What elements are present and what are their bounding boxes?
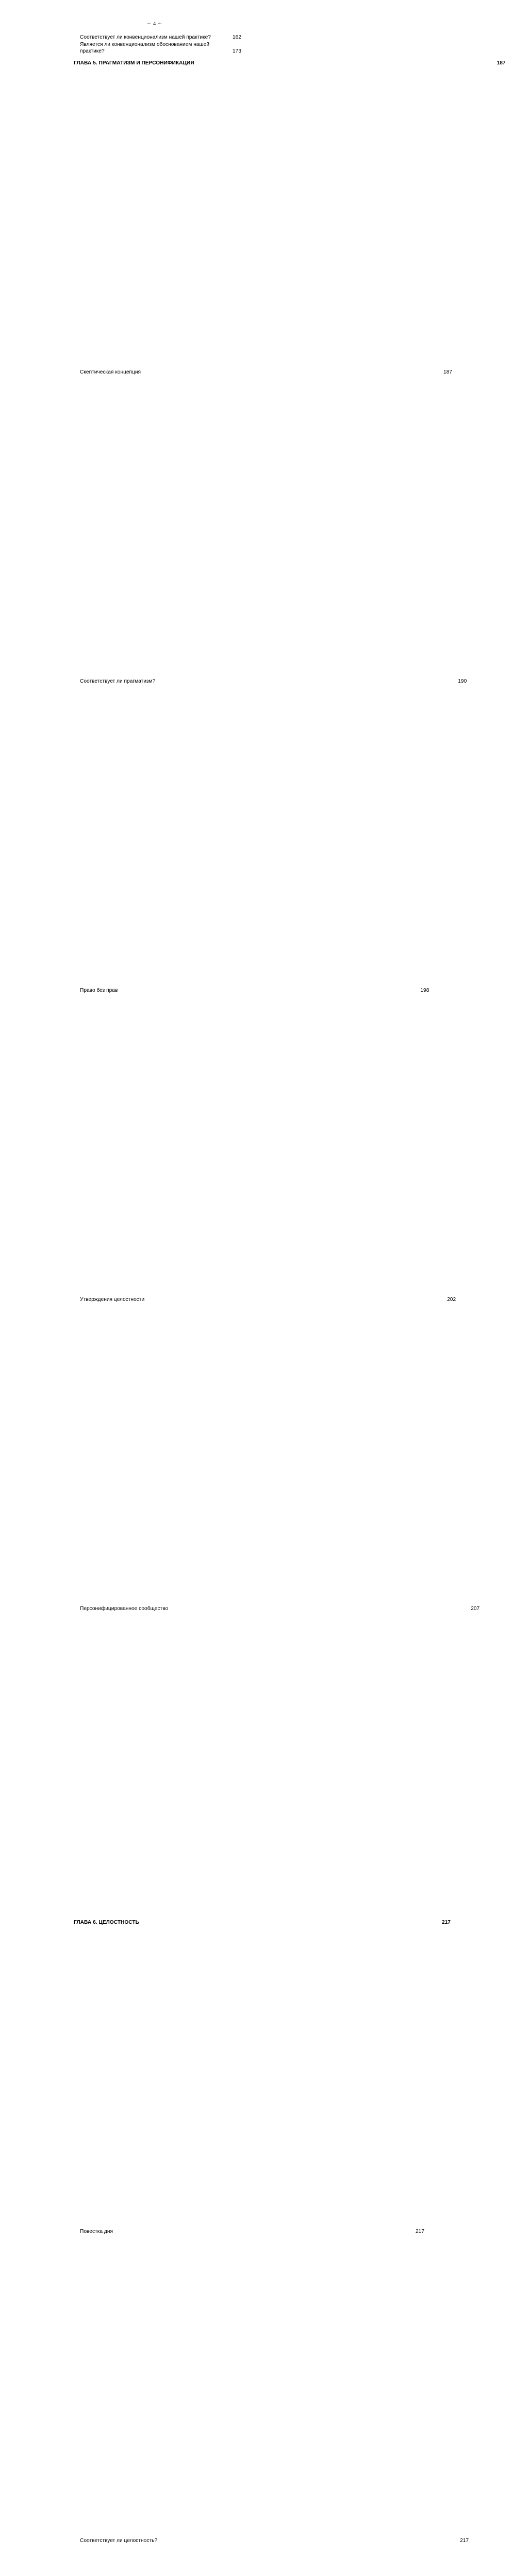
toc-entry-page: 187	[143, 369, 452, 678]
toc-entry-page: 202	[146, 1296, 456, 1605]
toc-subentry[interactable]	[74, 34, 241, 41]
toc-subentry[interactable]	[74, 1296, 456, 1605]
toc-subentry[interactable]	[74, 2228, 424, 2537]
toc-entry-label: практике?	[80, 48, 105, 55]
toc-entry-label: Скептическая концепция	[80, 369, 141, 375]
toc-chapter-entry[interactable]	[74, 60, 506, 369]
toc-entry-page: 217	[141, 1919, 451, 2228]
toc-subentry[interactable]	[74, 2537, 469, 2576]
toc-subentry[interactable]	[74, 678, 467, 987]
toc-entry-label: Является ли конвенционализм обоснованием нашей	[80, 41, 210, 47]
toc-entry-label: Персонифицированное сообщество	[80, 1605, 169, 1612]
toc-subentry[interactable]	[74, 369, 453, 678]
toc-entry-label: Соответствует ли конвенционализм нашей практике?	[80, 35, 211, 40]
table-of-contents	[0, 34, 506, 2576]
toc-entry-label: ГЛАВА 6. ЦЕЛОСТНОСТЬ	[74, 1919, 139, 1925]
toc-entry-page: 190	[157, 678, 467, 987]
toc-entry-page: 162	[233, 35, 241, 40]
toc-entry-label: Утверждения целостности	[80, 1296, 145, 1302]
toc-subentry[interactable]	[74, 987, 429, 1296]
toc-entry-page: 217	[115, 2228, 424, 2537]
toc-entry-page: 187	[196, 60, 506, 369]
toc-entry-page: 217	[159, 2537, 469, 2576]
page-number: ~ 4 ~	[147, 21, 162, 27]
toc-subentry[interactable]	[74, 41, 241, 55]
toc-subentry[interactable]	[74, 1605, 480, 1914]
toc-entry-label: Право без прав	[80, 987, 118, 993]
toc-entry-page: 173	[233, 48, 241, 55]
toc-entry-label: Повестка дня	[80, 2228, 113, 2234]
toc-entry-page: 198	[120, 987, 429, 1296]
toc-entry-label: ГЛАВА 5. ПРАГМАТИЗМ И ПЕРСОНИФИКАЦИЯ	[74, 60, 194, 66]
toc-entry-page: 207	[170, 1605, 479, 1914]
toc-entry-label: Соответствует ли прагматизм?	[80, 678, 156, 684]
toc-entry-label: Соответствует ли целостность?	[80, 2537, 158, 2544]
toc-chapter-entry[interactable]	[74, 1919, 451, 2228]
